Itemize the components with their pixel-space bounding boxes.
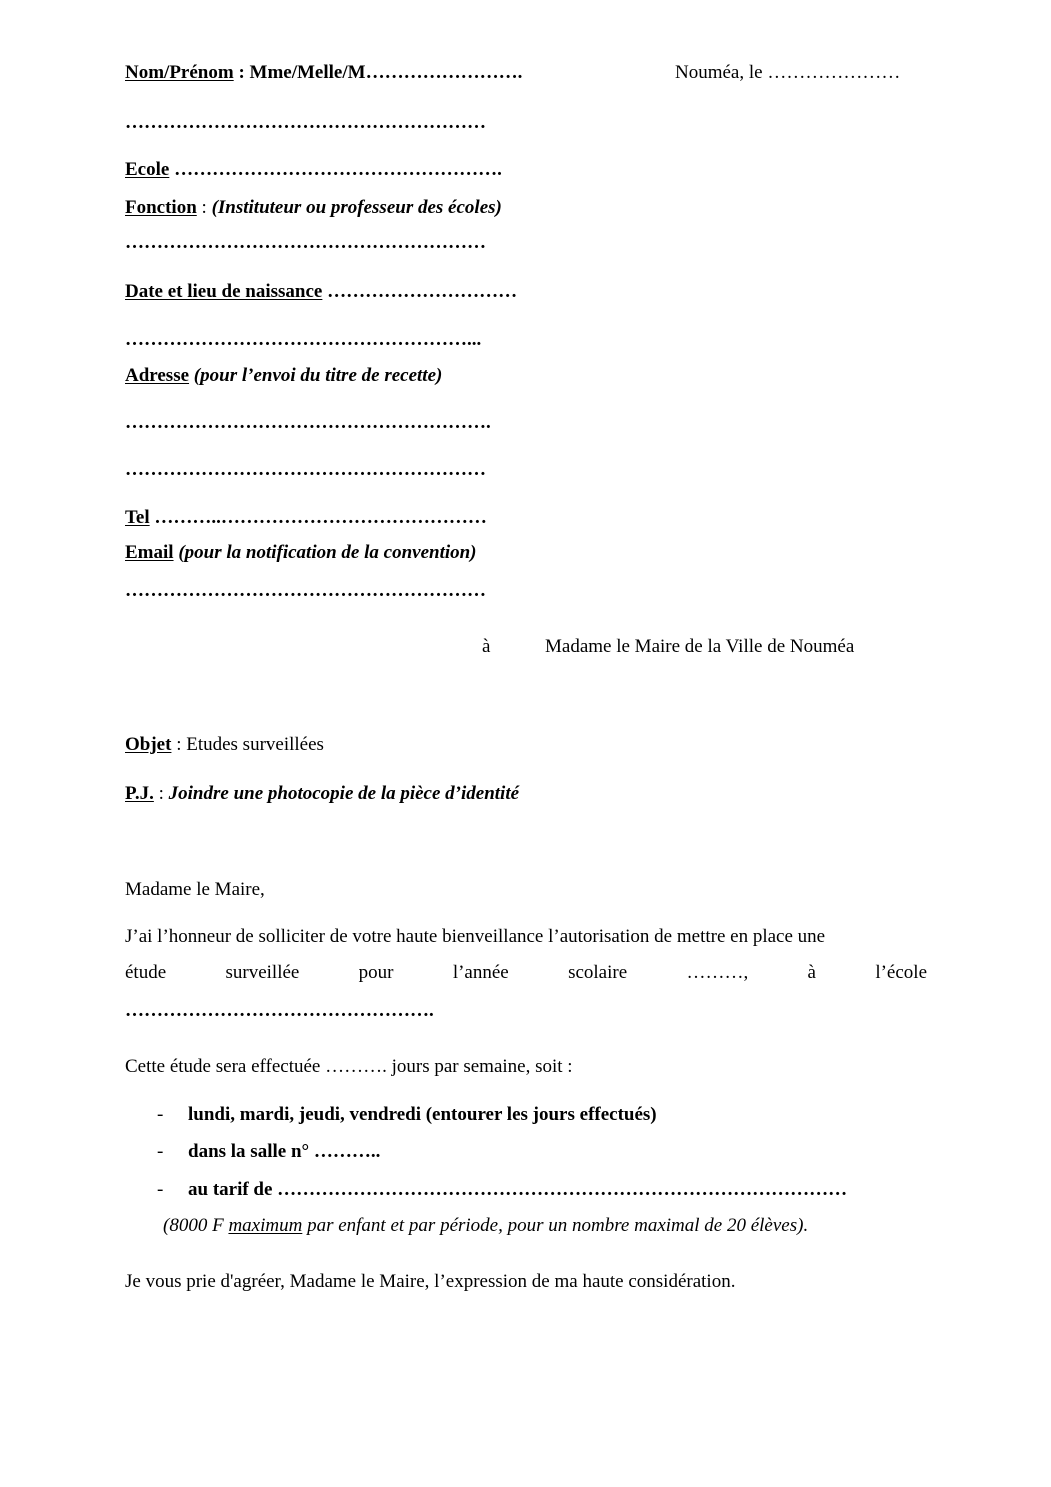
salutation: Madame le Maire, — [125, 879, 265, 900]
recipient-name: Madame le Maire de la Ville de Nouméa — [545, 636, 855, 657]
tel-line — [125, 506, 487, 530]
word: pour — [358, 962, 394, 983]
rate-note-open: (8000 F — [163, 1215, 229, 1236]
tel-dots: ………..…………………………………… — [149, 507, 487, 528]
word: l’école — [875, 962, 927, 983]
paragraph-1-line-1: J’ai l’honneur de solliciter de votre haute bienveillance l’autorisation de mettre en place une — [125, 926, 826, 947]
bullet-days: lundi, mardi, jeudi, vendredi (entourer les jours effectués) — [188, 1104, 657, 1125]
rate-note — [163, 1214, 808, 1238]
pj-value: Joindre une photocopie de la pièce d’identité — [168, 783, 520, 804]
fonction-sep: : — [196, 197, 212, 218]
fonction-label: Fonction — [125, 197, 197, 218]
word: ………, — [686, 962, 749, 983]
paragraph-1-line-2 — [125, 961, 927, 985]
adresse-line — [125, 364, 442, 388]
email-line — [125, 541, 477, 565]
pj-sep: : — [153, 783, 169, 804]
name-label: Nom/Prénom — [125, 62, 234, 83]
bullet-room: dans la salle n° ……….. — [188, 1141, 381, 1162]
name-placeholder: : Mme/Melle/M……………………. — [233, 62, 523, 83]
ecole-dots: ……………………………………………. — [169, 159, 502, 180]
word: scolaire — [568, 962, 628, 983]
naissance-dots-line: ………………………………………………... — [125, 329, 482, 350]
fonction-dots-line: ………………………………………………… — [125, 232, 486, 253]
adresse-note: (pour l’envoi du titre de recette) — [189, 365, 443, 386]
object-sep: : — [171, 734, 187, 755]
naissance-dots: ………………………… — [322, 281, 518, 302]
adresse-dots-line-2: ………………………………………………… — [125, 459, 486, 480]
bullet-dash: - — [157, 1104, 164, 1125]
fonction-note: (Instituteur ou professeur des écoles) — [211, 197, 502, 218]
ecole-label: Ecole — [125, 159, 170, 180]
naissance-line — [125, 280, 517, 304]
word: étude — [125, 962, 167, 983]
object-label: Objet — [125, 734, 172, 755]
adresse-label: Adresse — [125, 365, 190, 386]
bullet-dash: - — [157, 1179, 164, 1200]
recipient-prefix: à — [482, 636, 491, 657]
email-dots-line: ………………………………………………… — [125, 580, 486, 601]
naissance-label: Date et lieu de naissance — [125, 281, 323, 302]
object-line — [125, 733, 324, 757]
bullet-rate: au tarif de ……………………………………………………………………………… — [188, 1179, 848, 1200]
email-note: (pour la notification de la convention) — [173, 542, 477, 563]
pj-line — [125, 782, 519, 806]
paragraph-2: Cette étude sera effectuée ………. jours par semaine, soit : — [125, 1056, 573, 1077]
city-date-line — [675, 61, 900, 85]
name-dots-line: ………………………………………………… — [125, 112, 486, 133]
word: surveillée — [225, 962, 300, 983]
email-label: Email — [125, 542, 174, 563]
rate-note-maximum: maximum — [228, 1215, 303, 1236]
word: l’année — [452, 962, 509, 983]
city-date: Nouméa, le ………………… — [675, 62, 901, 83]
ecole-line — [125, 158, 502, 182]
word: à — [807, 962, 816, 983]
rate-note-rest: par enfant et par période, pour un nombre maximal de 20 élèves). — [302, 1215, 809, 1236]
paragraph-1-line-3: …………………………………………. — [125, 1000, 434, 1021]
name-line — [125, 61, 522, 85]
adresse-dots-line-1: …………………………………………………. — [125, 412, 491, 433]
fonction-line — [125, 196, 502, 220]
tel-label: Tel — [125, 507, 150, 528]
closing-formula: Je vous prie d'agréer, Madame le Maire, l’expression de ma haute considération. — [125, 1271, 736, 1292]
object-value: Etudes surveillées — [186, 734, 324, 755]
pj-label: P.J. — [125, 783, 154, 804]
bullet-dash: - — [157, 1141, 164, 1162]
